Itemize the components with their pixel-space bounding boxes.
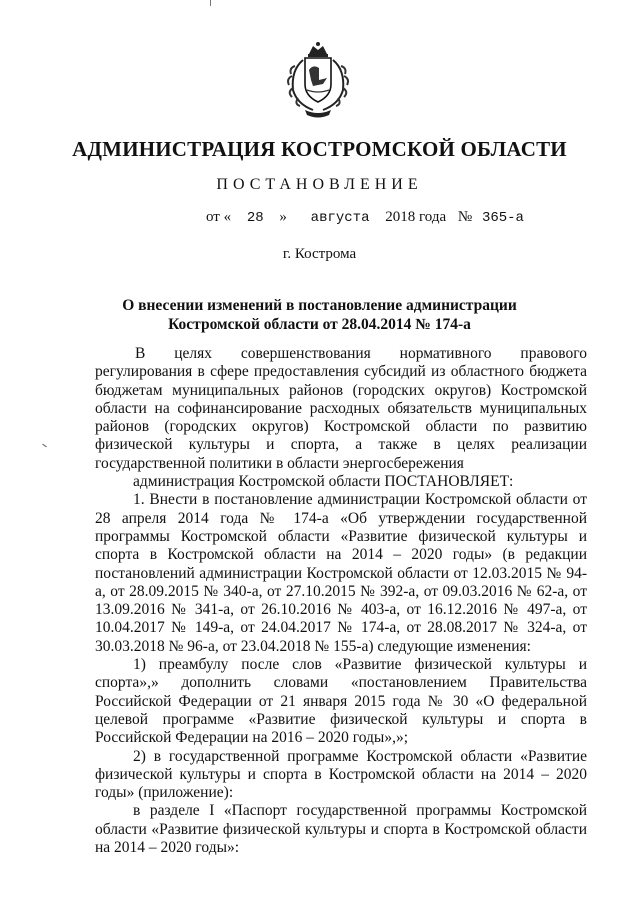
subitem-2-paragraph: 2) в государственной программе Костромской области «Развитие физической культуры и спорта в Костромской области на 2014 – 2020 годы» (приложение): bbox=[95, 747, 587, 802]
document-body bbox=[95, 345, 587, 857]
subitem-1-paragraph: 1) преамбулу после слов «Развитие физической культуры и спорта»,» дополнить словами «постановлением Правительства Российской Федерации от 21 января 2015 года № 30 «О федеральной целевой программе «Развитие физической культуры и спорта в Российской Федерации на 2016 – 2020 годы»,»; bbox=[95, 656, 587, 747]
preamble-paragraph: В целях совершенствования нормативного правового регулирования в сфере предоставления субсидий из областного бюджета бюджетам муниципальных районов (городских округов) Костромской области на софинансирование расходных обязательств муниципальных районов (городских округов) Костромской области по развитию физической культуры и спорта, а также в целях реализации государственной политики в области энергосбережения bbox=[95, 345, 587, 472]
subitem-2a-paragraph: в разделе I «Паспорт государственной программы Костромской области «Развитие физической культуры и спорта в Костромской области на 2014 – 2020 годы»: bbox=[95, 802, 587, 857]
date-line bbox=[206, 209, 524, 226]
kostroma-coat-of-arms-icon bbox=[283, 40, 353, 120]
date-prefix: от « bbox=[206, 209, 232, 225]
date-day: 28 bbox=[246, 210, 264, 226]
organization-name: АДМИНИСТРАЦИЯ КОСТРОМСКОЙ ОБЛАСТИ bbox=[72, 137, 567, 161]
city: г. Кострома bbox=[282, 246, 357, 262]
date-month: августа bbox=[310, 210, 370, 226]
title-line-2: Костромской области от 28.04.2014 № 174-а bbox=[168, 316, 471, 333]
document-title bbox=[0, 296, 639, 334]
scan-mark bbox=[210, 0, 211, 6]
date-close-quote: » bbox=[279, 209, 287, 225]
date-year: 2018 года bbox=[385, 209, 447, 225]
document-type: ПОСТАНОВЛЕНИЕ bbox=[216, 176, 423, 193]
number-prefix: № bbox=[457, 209, 473, 225]
title-line-1: О внесении изменений в постановление администрации bbox=[122, 297, 517, 314]
resolution-paragraph: администрация Костромской области ПОСТАНОВЛЯЕТ: bbox=[133, 473, 514, 491]
item-1-paragraph: 1. Внести в постановление администрации Костромской области от 28 апреля 2014 года № 174-а «Об утверждении государственной программы Костромской области «Развитие физической культуры и спорта в Костромской области на 2014 – 2020 годы» (в редакции постановлений администрации Костромской области от 12.03.2015 № 94-а, от 28.09.2015 № 340-а, от 27.10.2015 № 392-а, от 09.03.2016 № 62-а, от 13.09.2016 № 341-а, от 26.10.2016 № 403-а, от 16.12.2016 № 497-а, от 10.04.2017 № 149-а, от 24.04.2017 № 174-а, от 28.08.2017 № 324-а, от 30.03.2018 № 96-а, от 23.04.2018 № 155-а) следующие изменения: bbox=[95, 491, 587, 655]
document-number: 365-а bbox=[481, 210, 524, 226]
scan-mark bbox=[42, 444, 47, 448]
